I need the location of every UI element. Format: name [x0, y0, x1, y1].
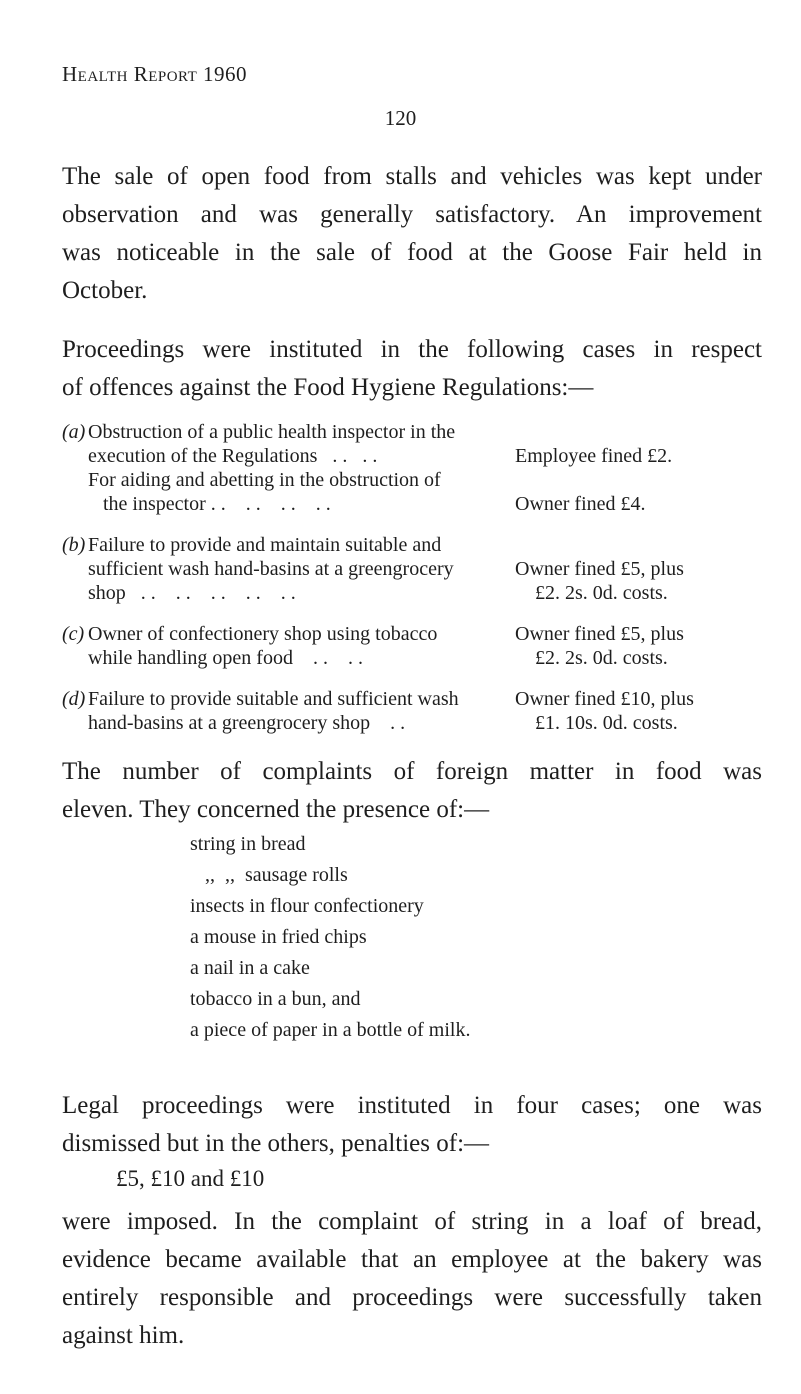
text-line: Obstruction of a public health inspector in the — [88, 421, 456, 443]
text-line: Owner of confectionery shop using tobacco — [88, 623, 438, 645]
running-header — [62, 62, 247, 87]
text-line: For aiding and abetting in the obstruction of — [88, 469, 441, 491]
header-title: Health Report 1960 — [62, 62, 248, 86]
penalty-amounts: £5, £10 and £10 — [116, 1166, 265, 1191]
list-item: tobacco in a bun, and — [190, 988, 361, 1010]
text-line: were imposed. In the complaint of string in a loaf of bread, — [62, 1208, 762, 1235]
text-line: Employee fined £2. — [515, 445, 673, 467]
case-description — [88, 687, 513, 735]
text-line: evidence became available that an employee at the bakery was — [62, 1246, 762, 1273]
text-line: Owner fined £5, plus — [515, 623, 684, 645]
case-label: (b) — [62, 534, 86, 556]
text-line: sufficient wash hand-basins at a greengrocery — [88, 558, 454, 580]
paragraph-legal-proceedings-cont — [62, 1203, 762, 1355]
text-line: £1. 10s. 0d. costs. — [535, 712, 678, 734]
case-result — [515, 622, 684, 670]
paragraph-complaints — [62, 753, 762, 829]
text-line: execution of the Regulations . . . . — [88, 445, 378, 467]
text-line: entirely responsible and proceedings were successfully taken — [62, 1284, 762, 1311]
case-label: (a) — [62, 421, 86, 443]
text-line: the inspector . . . . . . . . — [88, 493, 331, 515]
case-description — [88, 420, 513, 468]
cases-list — [62, 420, 762, 752]
list-item: ,, ,, sausage rolls — [190, 864, 348, 886]
text-line: dismissed but in the others, penalties of:— — [62, 1130, 490, 1157]
case-a — [62, 420, 762, 516]
list-item: insects in flour confectionery — [190, 895, 424, 917]
case-result-2 — [515, 492, 646, 516]
paragraph-open-food — [62, 158, 762, 310]
page-number: 120 — [384, 106, 417, 130]
text-line: £2. 2s. 0d. costs. — [535, 582, 668, 604]
text-line: Proceedings were instituted in the following cases in respect — [62, 336, 762, 363]
text-line: observation and was generally satisfactory. An improvement — [62, 201, 762, 228]
text-line: while handling open food . . . . — [88, 647, 363, 669]
foreign-matter-list — [190, 829, 470, 1046]
case-result — [515, 687, 694, 735]
text-line: Failure to provide and maintain suitable and — [88, 534, 442, 556]
text-line: The number of complaints of foreign matter in food was — [62, 758, 762, 785]
list-item: a nail in a cake — [190, 957, 310, 979]
case-result — [515, 557, 684, 605]
case-c — [62, 622, 762, 670]
text-line: Owner fined £10, plus — [515, 688, 694, 710]
list-item: a mouse in fried chips — [190, 926, 367, 948]
text-line: of offences against the Food Hygiene Regulations:— — [62, 374, 594, 401]
text-line: Legal proceedings were instituted in four cases; one was — [62, 1092, 762, 1119]
case-b — [62, 533, 762, 605]
text-line: October. — [62, 277, 148, 304]
text-line: against him. — [62, 1322, 185, 1349]
text-line: Owner fined £5, plus — [515, 558, 684, 580]
text-line: Owner fined £4. — [515, 493, 646, 515]
paragraph-proceedings — [62, 331, 762, 407]
case-label: (d) — [62, 688, 86, 710]
text-line: Failure to provide suitable and sufficient wash — [88, 688, 459, 710]
text-line: £2. 2s. 0d. costs. — [535, 647, 668, 669]
text-line: hand-basins at a greengrocery shop . . — [88, 712, 406, 734]
text-line: shop . . . . . . . . . . — [88, 582, 296, 604]
case-description — [88, 622, 513, 670]
case-result — [515, 444, 672, 468]
paragraph-legal-proceedings — [62, 1087, 762, 1163]
list-item: string in bread — [190, 833, 306, 855]
text-line: eleven. They concerned the presence of:— — [62, 796, 490, 823]
case-description — [88, 533, 513, 605]
case-label: (c) — [62, 623, 85, 645]
text-line: The sale of open food from stalls and vehicles was kept under — [62, 163, 762, 190]
list-item: a piece of paper in a bottle of milk. — [190, 1019, 471, 1041]
case-d — [62, 687, 762, 735]
text-line: was noticeable in the sale of food at the Goose Fair held in — [62, 239, 762, 266]
case-description-2 — [88, 468, 513, 516]
